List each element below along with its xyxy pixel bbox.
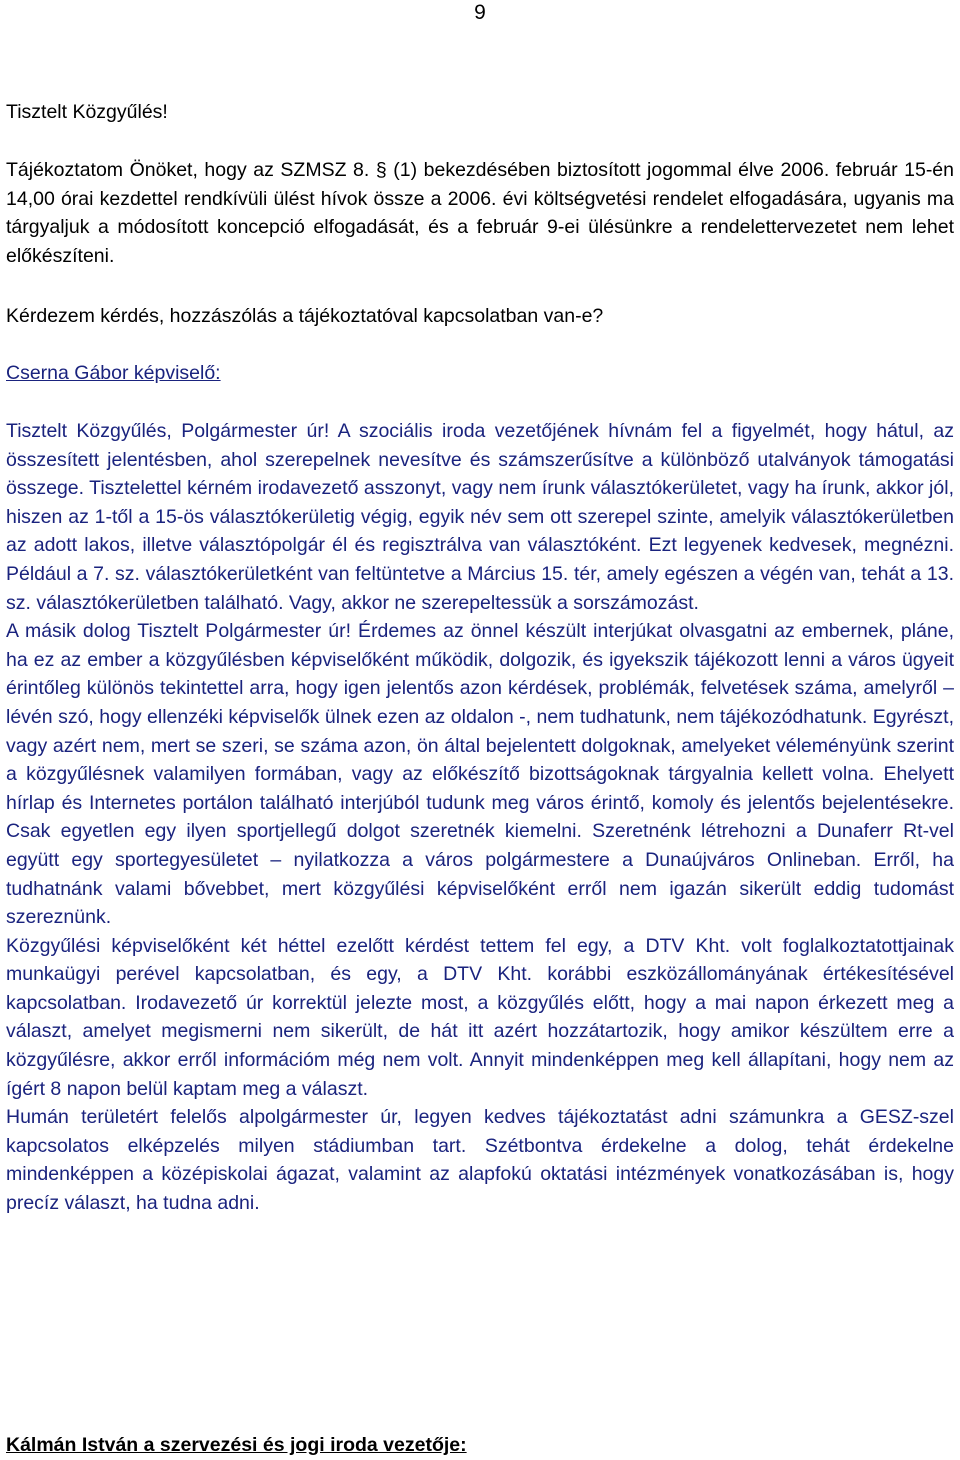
question-paragraph: Kérdezem kérdés, hozzászólás a tájékoztatóval kapcsolatban van-e? (6, 305, 604, 327)
speech-body (6, 417, 954, 1218)
speech-paragraph: Humán területért felelős alpolgármester úr, legyen kedves tájékoztatást adni számunkra a GESZ-szel kapcsolatos elképzelés milyen stádiumban tart. Szétbontva érdekelne a dolog, tehát érdekelne mindenképpen a középiskolai ágazat, valamint az alapfokú oktatási intézmények vonatkozásában is, hogy precíz választ, ha tudna adni. (6, 1106, 954, 1215)
speech-paragraph: Közgyűlési képviselőként két héttel ezelőtt kérdést tettem fel egy, a DTV Kht. volt foglalkoztatottjainak munkaügyi perével kapcsolatban, és egy, a DTV Kht. korábbi eszközállományának értékesítésével kapcsolatban. Irodavezető úr korrektül jelezte most, a közgyűlés előtt, hogy a mai napon érkezett meg a választ, amelyet megismerni nem sikerült, de hát itt azért hozzátartozik, hogy amikor készültem erre a közgyűlésre, akkor erről információm még nem volt. Annyit mindenképpen meg kell állapítani, hogy nem az ígért 8 napon belül kaptam meg a választ. (6, 934, 954, 1100)
intro-paragraph: Tájékoztatom Önöket, hogy az SZMSZ 8. § (1) bekezdésében biztosított jogommal élve 2006. február 15-én 14,00 órai kezdettel rendkívüli ülést hívok össze a 2006. évi költségvetési rendelet elfogadására, ugyanis ma tárgyaljuk a módosított koncepció elfogadását, és a február 9-ei ülésünkre a rendelettervezetet nem lehet előkészíteni. (6, 159, 954, 267)
speaker-heading: Cserna Gábor képviselő: (6, 362, 221, 384)
speech-paragraph: Tisztelt Közgyűlés, Polgármester úr! A szociális iroda vezetőjének hívnám fel a figyelmét, hogy hátul, az összesített jelentésben, ahol szerepelnek nevesítve és számszerűsítve a különböző utalványok támogatási összege. Tisztelettel kérném irodavezető asszonyt, vagy nem írunk választókerületet, vagy ha írunk, akkor jól, hiszen az 1-től a 15-ös választókerületig végig, egyik név sem ott szerepel szinte, amelyik választókerületben az adott lakos, illetve választópolgár él és regisztrálva van választóként. Ezt legyenek kedvesek, megnézni. Például a 7. sz. választókerületként van feltüntetve a Március 15. tér, amely egészen a végén van, tehát a 13. sz. választókerületben található. Vagy, akkor ne szerepeltessük a sorszámozást. (6, 420, 954, 614)
page-number: 9 (474, 1, 486, 24)
greeting: Tisztelt Közgyűlés! (6, 101, 168, 123)
speaker-heading-next: Kálmán István a szervezési és jogi iroda vezetője: (6, 1434, 467, 1456)
speech-paragraph: A másik dolog Tisztelt Polgármester úr! Érdemes az önnel készült interjúkat olvasgatni az embernek, pláne, ha ez az ember a közgyűlésben képviselőként működik, dolgozik, és igyekszik tájékozott lenni a város ügyeit érintőleg különös tekintettel arra, hogy igen jelentős azon kérdések, problémák, felvetések száma, amelyről – lévén szó, hogy ellenzéki képviselők ülnek ezen az oldalon -, nem tudhatunk, nem tájékozódhatunk. Egyrészt, vagy azért nem, mert se szeri, se száma azon, ön által bejelentett dolgoknak, amelyeket véleményünk szerint a közgyűlésnek valamilyen formában, vagy az előkészítő bizottságoknak tárgyalnia kellett volna. Ehelyett hírlap és Internetes portálon található interjúból tudunk meg város érintő, komoly és jelentős bejelentésekre. Csak egyetlen egy ilyen sportjellegű dolgot szeretnék kiemelni. Szeretnénk létrehozni a Dunaferr Rt-vel együtt egy sportegyesületet – nyilatkozza a város polgármestere a Dunaújváros Onlineban. Erről, ha tudhatnánk valami bővebbet, mert közgyűlési képviselőként erről nem igazán sikerült eddig tudomást szereznünk. (6, 620, 954, 929)
